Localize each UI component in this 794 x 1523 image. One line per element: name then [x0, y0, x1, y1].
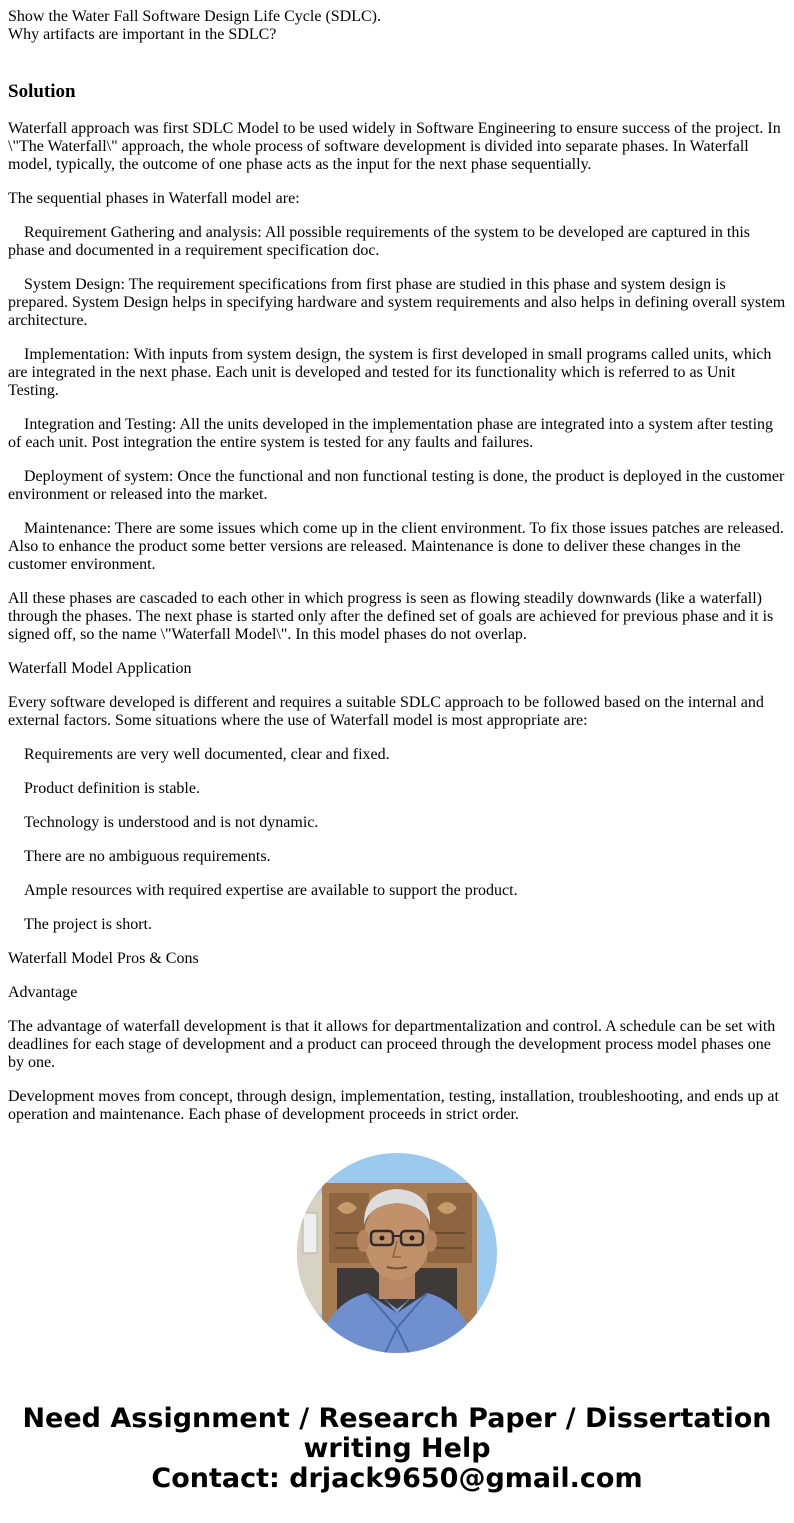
- intro-paragraph: Waterfall approach was first SDLC Model to be used widely in Software Engineering to ensure success of the project. In \"The Waterfall\" approach, the whole process of software development is divided into separate phases. In Waterfall model, typically, the outcome of one phase acts as the input for the next phase sequentially.: [8, 120, 781, 173]
- cascade-paragraph: All these phases are cascaded to each other in which progress is seen as flowing steadily downwards (like a waterfall) through the phases. The next phase is started only after the defined set of goals are achieved for previous phase and it is signed off, so the name \"Waterfall Model\". In this model phases do not overlap.: [8, 590, 774, 643]
- development-paragraph: Development moves from concept, through design, implementation, testing, installation, troubleshooting, and ends up at operation and maintenance. Each phase of development proceeds in strict order.: [8, 1088, 779, 1123]
- application-heading: Waterfall Model Application: [8, 660, 192, 677]
- phases-intro: The sequential phases in Waterfall model are:: [8, 190, 300, 207]
- person-portrait-icon: [297, 1153, 497, 1353]
- application-item: Requirements are very well documented, clear and fixed.: [24, 746, 390, 763]
- banner-line-2: writing Help: [303, 1433, 491, 1464]
- banner-contact: Contact: drjack9650@gmail.com: [151, 1463, 643, 1494]
- question-line-1: Show the Water Fall Software Design Life Cycle (SDLC).: [8, 8, 382, 25]
- phase-maintenance: Maintenance: There are some issues which come up in the client environment. To fix those issues patches are released. Also to enhance the product some better versions are released. Maintenance is done to deliver these changes in the customer environment.: [8, 520, 784, 573]
- application-item: Technology is understood and is not dynamic.: [24, 814, 319, 831]
- phase-integration-testing: Integration and Testing: All the units developed in the implementation phase are integrated into a system after testing of each unit. Post integration the entire system is tested for any faults and failures.: [8, 416, 774, 451]
- avatar: [297, 1153, 497, 1353]
- document-content: [8, 8, 786, 1123]
- application-item: Ample resources with required expertise are available to support the product.: [24, 882, 518, 899]
- application-item: Product definition is stable.: [24, 780, 200, 797]
- banner-line-1: Need Assignment / Research Paper / Dissertation: [22, 1403, 772, 1434]
- application-item: There are no ambiguous requirements.: [24, 848, 271, 865]
- phase-requirements: Requirement Gathering and analysis: All possible requirements of the system to be developed are captured in this phase and documented in a requirement specification doc.: [8, 224, 751, 259]
- advantage-paragraph: The advantage of waterfall development is that it allows for departmentalization and control. A schedule can be set with deadlines for each stage of development and a product can proceed through the development process model phases one by one.: [8, 1018, 776, 1071]
- question: [8, 8, 786, 44]
- solution-heading: Solution: [8, 81, 76, 102]
- answer-body: [8, 120, 786, 1123]
- phase-implementation: Implementation: With inputs from system design, the system is first developed in small programs called units, which are integrated in the next phase. Each unit is developed and tested for its functionality which is referred to as Unit Testing.: [8, 346, 772, 399]
- application-item: The project is short.: [24, 916, 152, 933]
- pros-cons-heading: Waterfall Model Pros & Cons: [8, 950, 199, 967]
- contact-banner: [0, 1404, 794, 1494]
- advantage-heading: Advantage: [8, 984, 78, 1001]
- phase-deployment: Deployment of system: Once the functional and non functional testing is done, the product is deployed in the customer environment or released into the market.: [8, 468, 785, 503]
- phase-system-design: System Design: The requirement specifications from first phase are studied in this phase and system design is prepared. System Design helps in specifying hardware and system requirements and also helps in defining overall system architecture.: [8, 276, 786, 329]
- question-line-2: Why artifacts are important in the SDLC?: [8, 26, 277, 43]
- application-intro: Every software developed is different and requires a suitable SDLC approach to be followed based on the internal and external factors. Some situations where the use of Waterfall model is most appropriate are:: [8, 694, 764, 729]
